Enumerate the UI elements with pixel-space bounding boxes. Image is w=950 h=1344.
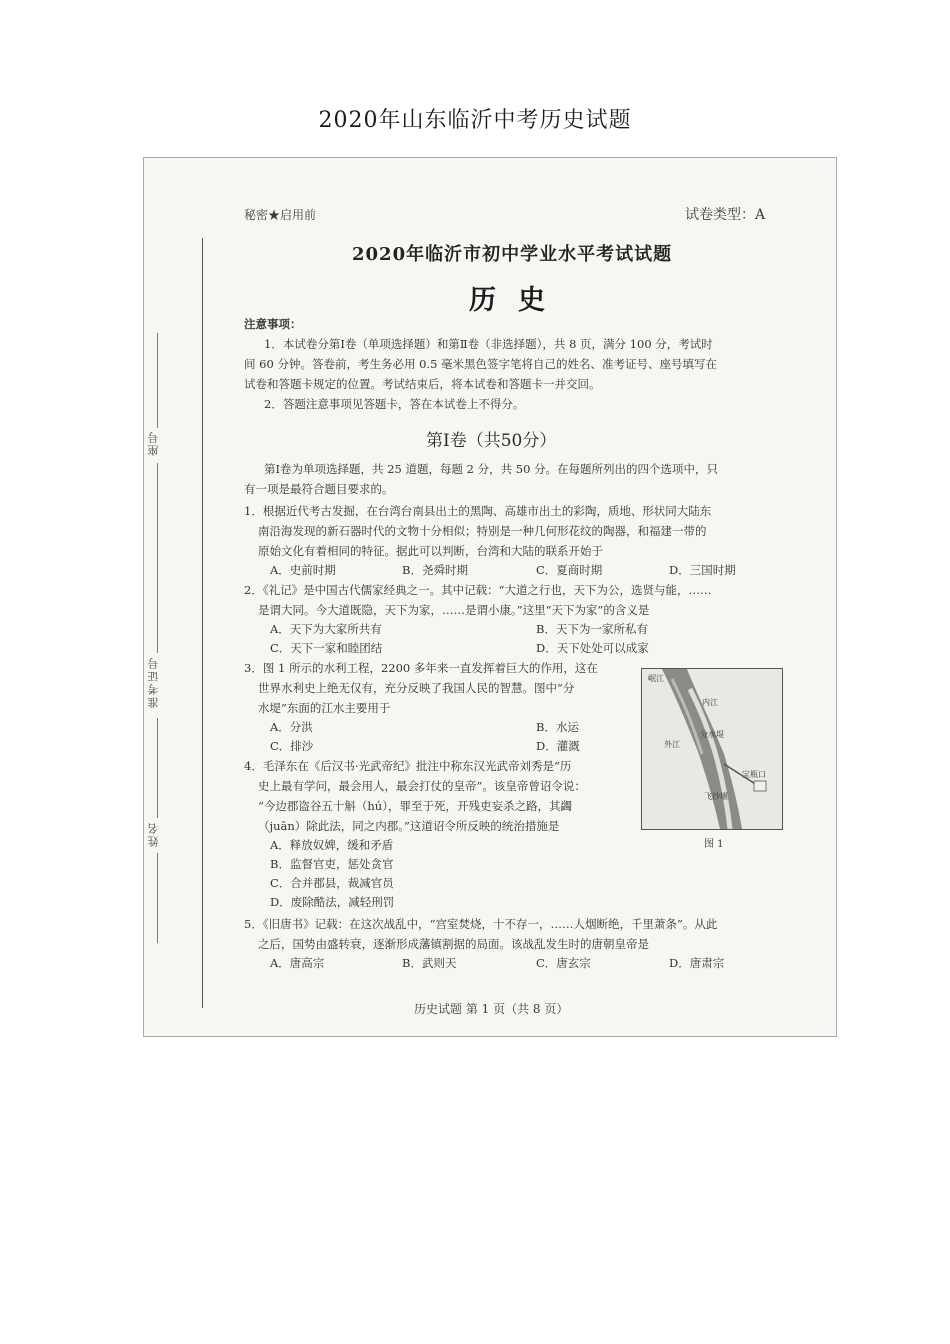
notes-line: 试卷和答题卡规定的位置。考试结束后，将本试卷和答题卡一并交回。 [244, 377, 601, 391]
side-fill-line [157, 853, 158, 943]
question-3-line: 世界水利史上绝无仅有，充分反映了我国人民的智慧。图中“分 [258, 681, 575, 695]
map-label-feishayan: 飞沙堰 [704, 792, 728, 801]
binding-line [202, 238, 203, 1008]
figure-1-map [641, 668, 783, 830]
notes-line: 间 60 分钟。答卷前，考生务必用 0.5 毫米黑色签字笔将自己的姓名、准考证号、座号填写在 [244, 357, 718, 371]
question-3-line: 水堤”东面的江水主要用于 [258, 701, 391, 715]
question-1-line: 原始文化有着相同的特征。据此可以判断，台湾和大陆的联系开始于 [258, 544, 603, 558]
question-5-line: 之后，国势由盛转衰，逐渐形成藩镇割据的局面。该战乱发生时的唐朝皇帝是 [258, 937, 649, 951]
q4-option-c: C．合并郡县，裁减官员 [270, 876, 394, 890]
q1-option-a: A．史前时期 [270, 563, 336, 577]
question-1-line: 1．根据近代考古发掘，在台湾台南县出土的黑陶、高雄市出土的彩陶，质地、形状同大陆东 [244, 504, 712, 518]
side-fill-line [157, 718, 158, 818]
side-fill-line [157, 333, 158, 428]
q2-option-b: B．天下为一家所私有 [536, 622, 648, 636]
q2-option-c: C．天下一家和睦团结 [270, 641, 383, 655]
q4-option-b: B．监督官吏，惩处贪官 [270, 857, 394, 871]
q4-option-d: D．废除酷法，减轻刑罚 [270, 895, 395, 909]
q3-option-d: D．灌溉 [536, 739, 580, 753]
paper-type: 试卷类型：A [685, 207, 766, 223]
map-label-neijiang: 内江 [702, 698, 718, 707]
question-4-line: “今边郡盗谷五十斛（hú），罪至于死，开残吏妄杀之路，其蠲 [258, 799, 572, 813]
river-map-icon [642, 669, 782, 829]
q5-option-c: C．唐玄宗 [536, 956, 591, 970]
q1-option-d: D．三国时期 [669, 563, 736, 577]
q5-option-a: A．唐高宗 [270, 956, 325, 970]
question-5-line: 5．《旧唐书》记载：在这次战乱中，“宫室焚烧，十不存一，……人烟断绝，千里萧条”。从此 [244, 917, 718, 931]
exam-title: 2020年临沂市初中学业水平考试试题 [352, 244, 673, 265]
q5-option-b: B．武则天 [402, 956, 457, 970]
side-fill-line [157, 463, 158, 653]
map-label-baopingkou: 宝瓶口 [742, 770, 766, 779]
subject-title: 历史 [469, 285, 567, 316]
q2-option-a: A．天下为大家所共有 [270, 622, 382, 636]
question-2-line: 2．《礼记》是中国古代儒家经典之一。其中记载：“大道之行也，天下为公，选贤与能，…… [244, 583, 712, 597]
map-label-fenshuidi: 分水堤 [700, 730, 724, 739]
q1-option-b: B．尧舜时期 [402, 563, 468, 577]
question-4-line: 4．毛泽东在《后汉书·光武帝纪》批注中称东汉光武帝刘秀是“历 [244, 759, 572, 773]
confidential-mark: 秘密★启用前 [244, 208, 317, 222]
map-label-minjiang: 岷江 [648, 674, 664, 683]
page-footer: 历史试题 第 1 页（共 8 页） [414, 1002, 569, 1016]
scanned-exam-page [143, 157, 837, 1037]
notes-line: 1．本试卷分第Ⅰ卷（单项选择题）和第Ⅱ卷（非选择题），共 8 页，满分 100 分，考试时 [264, 337, 713, 351]
question-4-line: （juān）除此法，同之内郡。”这道诏令所反映的统治措施是 [258, 819, 560, 833]
map-label-waijiang: 外江 [664, 740, 680, 749]
notes-line: 2．答题注意事项见答题卡，答在本试卷上不得分。 [264, 397, 525, 411]
side-label-exam-number: 准考证号 [147, 656, 160, 708]
question-3-line: 3．图 1 所示的水利工程，2200 多年来一直发挥着巨大的作用，这在 [244, 661, 598, 675]
q3-option-c: C．排沙 [270, 739, 314, 753]
figure-caption: 图 1 [704, 839, 724, 850]
side-label-seat: 座号 [147, 430, 160, 456]
page-title: 2020年山东临沂中考历史试题 [318, 108, 632, 133]
question-4-line: 史上最有学问，最会用人，最会打仗的皇帝”。该皇帝曾诏令说： [258, 779, 586, 793]
q1-option-c: C．夏商时期 [536, 563, 603, 577]
question-2-line: 是谓大同。今大道既隐，天下为家，……是谓小康。”这里“天下为家”的含义是 [258, 603, 650, 617]
instruction-line: 第Ⅰ卷为单项选择题，共 25 道题，每题 2 分，共 50 分。在每题所列出的四个选项中，只 [264, 462, 719, 476]
instruction-line: 有一项是最符合题目要求的。 [244, 482, 394, 496]
question-1-line: 南沿海发现的新石器时代的文物十分相似；特别是一种几何形花纹的陶器，和福建一带的 [258, 524, 707, 538]
q3-option-a: A．分洪 [270, 720, 313, 734]
notes-heading: 注意事项： [244, 317, 302, 331]
q4-option-a: A．释放奴婢，缓和矛盾 [270, 838, 394, 852]
side-label-name: 姓名 [147, 821, 160, 847]
volume-title: 第Ⅰ卷（共50分） [426, 431, 557, 451]
q5-option-d: D．唐肃宗 [669, 956, 725, 970]
q3-option-b: B．水运 [536, 720, 579, 734]
q2-option-d: D．天下处处可以成家 [536, 641, 649, 655]
